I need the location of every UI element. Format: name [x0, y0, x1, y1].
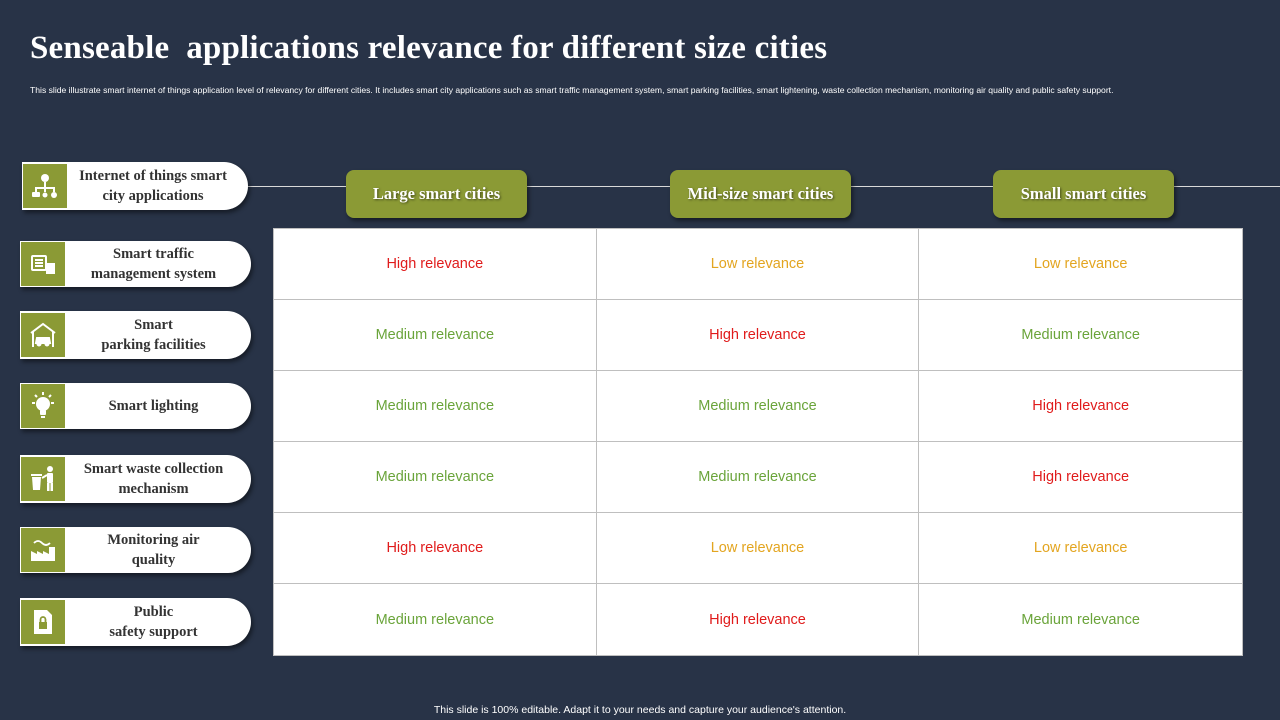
column-header-mid: Mid-size smart cities — [670, 170, 851, 218]
relevance-cell: High relevance — [919, 442, 1242, 513]
slide-subtitle: This slide illustrate smart internet of things application level of relevancy for different cities. It includes smart city applications such as smart traffic management system, smart parking facilities, smart lightening, waste collection mechanism, monitoring air quality and public safety support. — [30, 85, 1114, 95]
relevance-cell: Medium relevance — [274, 442, 597, 513]
network-icon — [22, 163, 68, 209]
row-label-text: Monitoring air quality — [107, 532, 200, 568]
relevance-cell: Medium relevance — [274, 371, 597, 442]
relevance-table — [273, 228, 1243, 656]
relevance-cell: High relevance — [597, 300, 920, 371]
row-label-text: Smart traffic management system — [90, 246, 217, 282]
relevance-cell: High relevance — [597, 584, 920, 655]
relevance-cell: Medium relevance — [274, 584, 597, 655]
lock-document-icon — [20, 599, 66, 645]
car-garage-icon — [20, 312, 66, 358]
header-label: Internet of things smart city applications — [79, 168, 227, 204]
relevance-cell: Low relevance — [597, 513, 920, 584]
relevance-cell: Low relevance — [597, 229, 920, 300]
relevance-cell: Medium relevance — [597, 371, 920, 442]
row-label-traffic — [20, 241, 251, 287]
relevance-cell: Medium relevance — [919, 300, 1242, 371]
slide-title: Senseable applications relevance for different size cities — [30, 30, 828, 66]
row-label-text: Public safety support — [109, 604, 198, 640]
header-label-pill — [22, 162, 248, 210]
row-label-text: Smart parking facilities — [101, 317, 206, 353]
relevance-cell: Low relevance — [919, 229, 1242, 300]
relevance-cell: High relevance — [919, 371, 1242, 442]
row-label-waste — [20, 455, 251, 503]
relevance-cell: Medium relevance — [1021, 611, 1140, 628]
traffic-sign-icon — [20, 241, 66, 287]
row-label-air-quality — [20, 527, 251, 573]
row-label-text: Smart lighting — [108, 398, 199, 414]
relevance-cell: High relevance — [274, 513, 597, 584]
row-label-lighting — [20, 383, 251, 429]
row-label-safety — [20, 598, 251, 646]
relevance-cell: Medium relevance — [597, 442, 920, 513]
relevance-cell: High relevance — [274, 229, 597, 300]
row-label-parking — [20, 311, 251, 359]
column-header-small: Small smart cities — [993, 170, 1174, 218]
footer-note: This slide is 100% editable. Adapt it to your needs and capture your audience's attention. — [433, 704, 847, 716]
relevance-cell: Medium relevance — [274, 300, 597, 371]
column-header-large: Large smart cities — [346, 170, 527, 218]
air-factory-icon — [20, 527, 66, 573]
relevance-cell: Low relevance — [919, 513, 1242, 584]
row-label-text: Smart waste collection mechanism — [83, 461, 224, 497]
waste-bin-icon — [20, 456, 66, 502]
light-bulb-icon — [20, 383, 66, 429]
